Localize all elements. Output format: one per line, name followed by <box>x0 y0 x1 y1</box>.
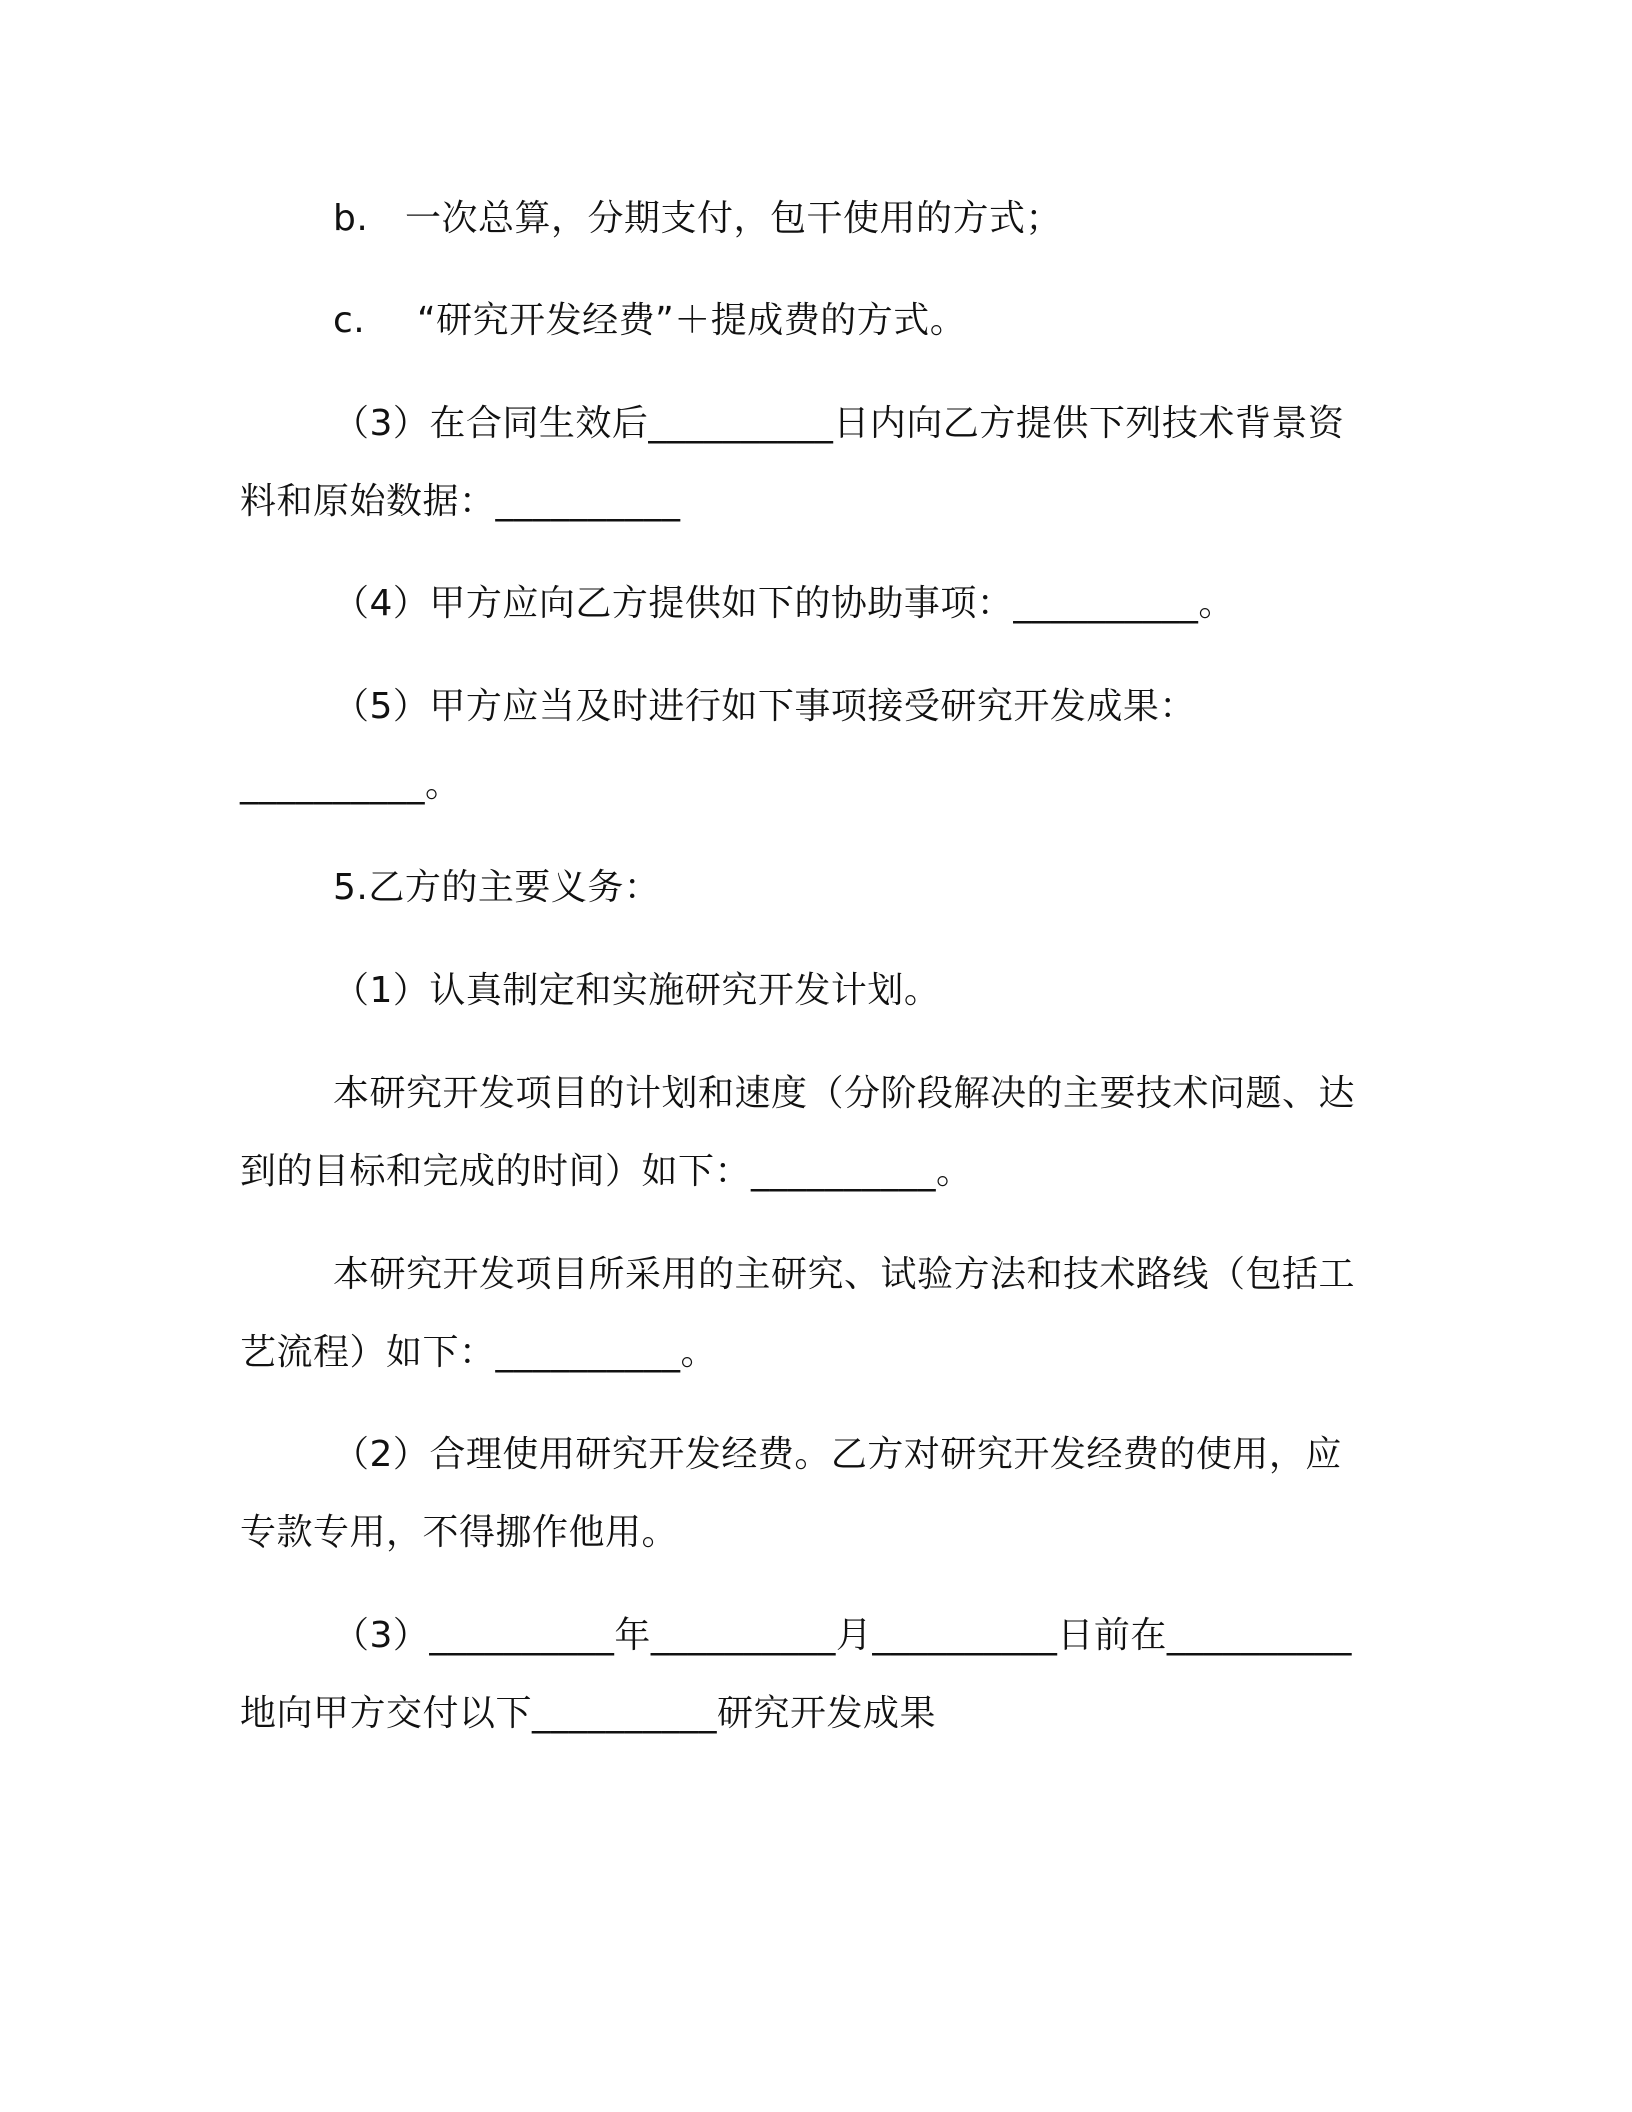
method-paragraph-line-1: 本研究开发项目所采用的主研究、试验方法和技术路线（包括工 <box>333 1254 1356 1295</box>
section-5-heading: 5.乙方的主要义务： <box>333 867 661 908</box>
clause-5-2-line-1: （2）合理使用研究开发经费。乙方对研究开发经费的使用，应 <box>333 1434 1342 1475</box>
plan-paragraph-line-1: 本研究开发项目的计划和速度（分阶段解决的主要技术问题、达 <box>333 1073 1356 1114</box>
clause-4-3-line-1: （3）在合同生效后__________日内向乙方提供下列技术背景资 <box>333 403 1345 444</box>
payment-option-b <box>333 180 1062 258</box>
clause-4-4: （4）甲方应向乙方提供如下的协助事项：__________。 <box>333 583 1235 624</box>
payment-option-b-text: 一次总算，分期支付，包干使用的方式； <box>405 198 1063 239</box>
clause-5-1: （1）认真制定和实施研究开发计划。 <box>333 970 941 1011</box>
list-marker-c: c. <box>333 300 366 341</box>
list-marker-b: b. <box>333 198 369 239</box>
payment-option-c <box>333 282 966 360</box>
payment-option-c-text: “研究开发经费”＋提成费的方式。 <box>405 300 967 341</box>
clause-4-5-line-2: __________。 <box>240 764 462 805</box>
method-paragraph-line-2: 艺流程）如下：__________。 <box>240 1332 718 1373</box>
clause-4-5-line-1: （5）甲方应当及时进行如下事项接受研究开发成果： <box>333 686 1196 727</box>
clause-4-3-line-2: 料和原始数据：__________ <box>240 481 681 522</box>
clause-5-3-line-1: （3）__________年__________月__________日前在__________ <box>333 1615 1352 1656</box>
plan-paragraph-line-2: 到的目标和完成的时间）如下：__________。 <box>240 1151 973 1192</box>
clause-5-3-line-2: 地向甲方交付以下__________研究开发成果 <box>240 1693 937 1734</box>
clause-5-2-line-2: 专款专用，不得挪作他用。 <box>240 1512 679 1553</box>
